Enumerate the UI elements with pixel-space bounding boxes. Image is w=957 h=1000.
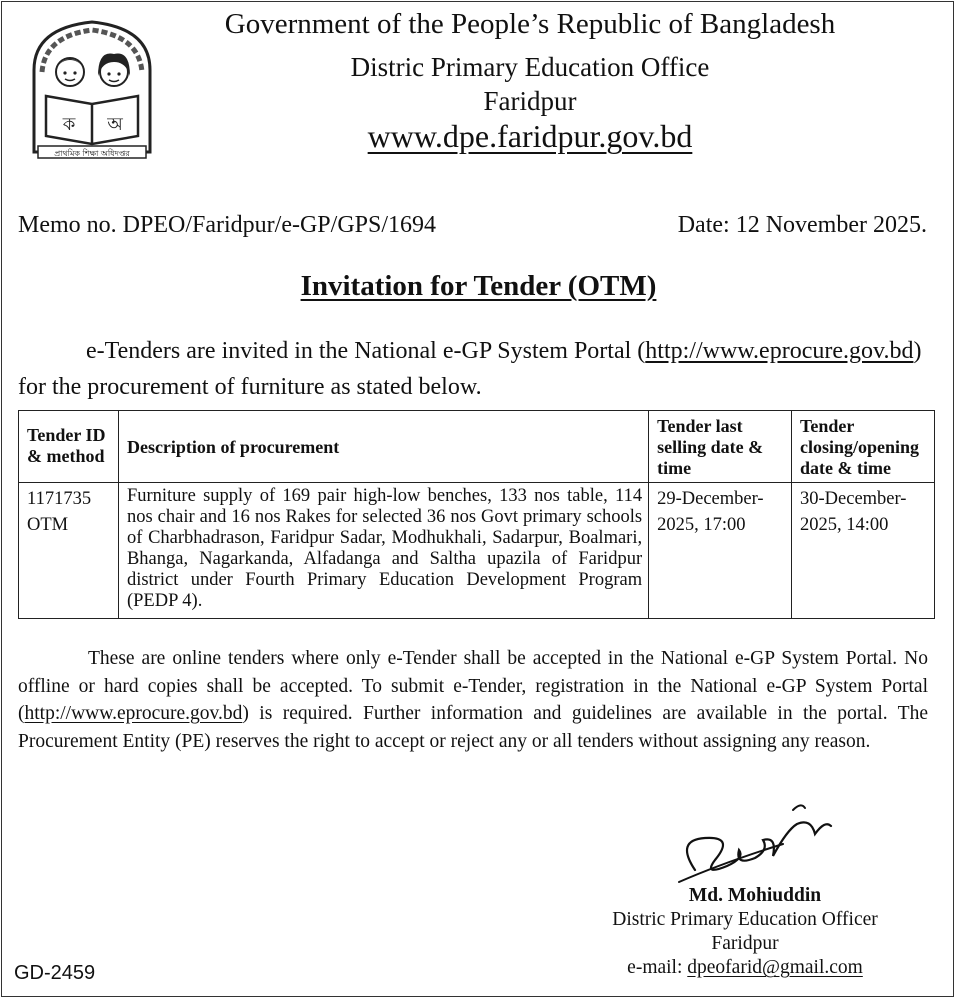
svg-text:অ: অ xyxy=(107,114,123,135)
table-row xyxy=(19,483,935,619)
district-name: Faridpur xyxy=(483,86,577,116)
gd-code: GD-2459 xyxy=(14,962,96,984)
email-link[interactable]: dpeofarid@gmail.com xyxy=(687,957,863,978)
terms-paragraph: These are online tenders where only e-Tender shall be accepted in the National e-GP System Portal. No offline or hard copies shall be accepted. To submit e-Tender, registration in the National e-GP System Portal (http://www.eprocure.gov.bd) is required. Further information and guidelines are available in the portal. The Procurement Entity (PE) reserves the right to accept or reject any or all tenders without assigning any reason. xyxy=(18,648,928,752)
cell-description: Furniture supply of 169 pair high-low benches, 133 nos table, 114 nos chair and 16 nos Rakes for selected 36 nos Govt primary schools of Charbhadrason, Faridpur Sadar, Modhukhali, Sadarpur, Boalmari, Bhanga, Nagarkanda, Alfadanga and Saltha upazila of Faridpur district under Fourth Primary Education Development Program (PEDP 4). xyxy=(118,483,648,619)
header-selling-date: Tender last selling date & time xyxy=(649,411,792,483)
office-name: Distric Primary Education Office xyxy=(350,52,710,82)
eprocure-link[interactable]: http://www.eprocure.gov.bd xyxy=(645,338,914,364)
intro-line-1: e-Tenders are invited in the National e-GP System Portal (http://www.eprocure.gov.bd) xyxy=(86,338,922,364)
website-link[interactable]: www.dpe.faridpur.gov.bd xyxy=(367,118,693,154)
signatory-name: Md. Mohiuddin xyxy=(688,885,822,906)
cell-tender-id: 1171735 OTM xyxy=(19,483,119,619)
eprocure-link-2[interactable]: http://www.eprocure.gov.bd xyxy=(24,703,243,724)
dpe-logo xyxy=(12,10,172,160)
cell-closing-date: 30-December- 2025, 14:00 xyxy=(792,483,935,619)
signatory-designation: Distric Primary Education Officer xyxy=(612,909,878,930)
intro-line-2: for the procurement of furniture as stated below. xyxy=(18,374,482,400)
header-closing-date: Tender closing/opening date & time xyxy=(792,411,935,483)
header-description: Description of procurement xyxy=(118,411,648,483)
memo-number: Memo no. DPEO/Faridpur/e-GP/GPS/1694 xyxy=(18,212,437,238)
tender-table xyxy=(18,410,935,619)
handwritten-signature xyxy=(665,800,835,890)
logo-caption: প্রাথমিক শিক্ষা অধিদপ্তর xyxy=(54,149,130,158)
signatory-email: e-mail: dpeofarid@gmail.com xyxy=(627,957,863,978)
notice-title: Invitation for Tender (OTM) xyxy=(300,270,657,302)
svg-text:ক: ক xyxy=(62,114,76,135)
signatory-location: Faridpur xyxy=(711,933,779,954)
government-name: Government of the People’s Republic of Bangladesh xyxy=(224,8,836,40)
table-header-row xyxy=(19,411,935,483)
header-tender-id: Tender ID & method xyxy=(19,411,119,483)
memo-date: Date: 12 November 2025. xyxy=(677,212,927,238)
cell-selling-date: 29-December- 2025, 17:00 xyxy=(649,483,792,619)
